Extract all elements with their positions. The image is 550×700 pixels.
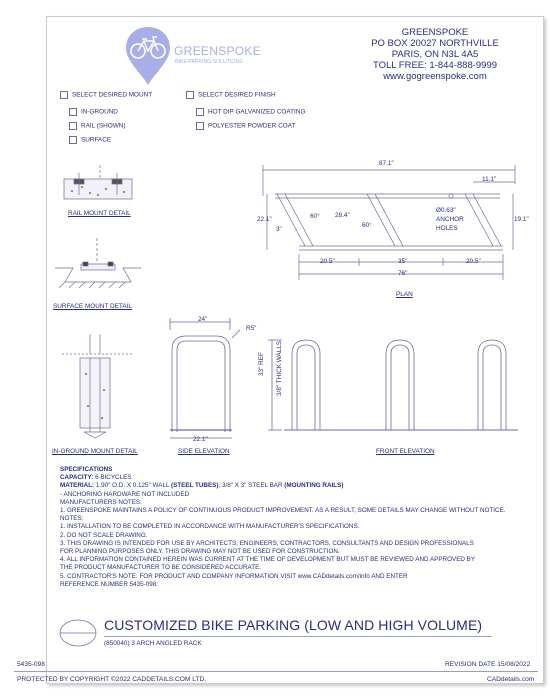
dim-overall-length: 87.1" (379, 160, 394, 167)
revision-date: REVISION DATE 15/08/2022 (445, 661, 531, 668)
spec-line: 1. GREENSPOKE MAINTAINS A POLICY OF CONTINUOUS PRODUCT IMPROVEMENT. AS A RESULT, SOME DETAILS MAY CHANGE WITHOUT NOTICE. (60, 507, 506, 515)
front-elevation-drawing (268, 330, 530, 440)
spec-line: MANUFACTURERS NOTES: (60, 498, 142, 506)
rail-mount-detail-label: RAIL MOUNT DETAIL (68, 210, 131, 217)
dim-angle-right: 60° (362, 222, 372, 229)
dim-holes-label: HOLES (436, 225, 458, 232)
mount-option-inground: IN-GROUND (69, 108, 118, 116)
spec-material: MATERIAL: 1.90" O.D. X 0.125" WALL (STEEL TUBES), 3/8" X 3" STEEL BAR (MOUNTING RAILS) (60, 482, 344, 490)
title-divider (104, 636, 492, 637)
inground-mount-detail-label: IN-GROUND MOUNT DETAIL (52, 448, 138, 455)
drawing-subtitle: (850040) 3 ARCH ANGLED RACK (104, 640, 202, 647)
dim-small: 3" (276, 226, 282, 233)
company-address-line2: PARIS, ON N3L 4A5 (391, 49, 479, 60)
finish-select-title: SELECT DESIRED FINISH (186, 91, 276, 99)
side-elevation-label: SIDE ELEVATION (178, 448, 230, 455)
copyright-notice: PROTECTED BY COPYRIGHT ©2022 CADDETAILS.COM LTD. (17, 676, 207, 683)
dim-height: 33" REF (258, 352, 265, 376)
dim-radius: R5" (246, 325, 257, 332)
title-block-circle-icon (58, 618, 98, 648)
spec-capacity: CAPACITY: 6 BICYCLES (60, 474, 132, 482)
company-website: www.gogreenspoke.com (383, 71, 487, 82)
front-elevation-label: FRONT ELEVATION (376, 448, 435, 455)
inground-checkbox[interactable] (69, 108, 77, 116)
mount-select-checkbox[interactable] (60, 91, 68, 99)
specifications-block (60, 466, 506, 589)
caddetails-link[interactable]: CADdetails.com (487, 676, 535, 683)
dim-total: 76" (398, 270, 408, 277)
spec-line: THE PRODUCT MANUFACTURER TO BE CONSIDERED ACCURATE. (60, 564, 262, 572)
spec-line: 1. INSTALLATION TO BE COMPLETED IN ACCORDANCE WITH MANUFACTURER'S SPECIFICATIONS. (60, 523, 360, 531)
reference-number: 5435-098 (17, 661, 45, 668)
spec-line: FOR PLANNING PURPOSES ONLY. THIS DRAWING MAY NOT BE USED FOR CONSTRUCTION. (60, 548, 340, 556)
spec-line: NOTES: (60, 515, 84, 523)
spec-heading: SPECIFICATIONS (60, 466, 113, 473)
finish-option-powder-coat: POLYESTER POWDER COAT (196, 122, 295, 130)
rail-mount-detail-drawing (60, 165, 140, 207)
spec-line: 5. CONTRACTOR'S NOTE: FOR PRODUCT AND COMPANY INFORMATION VISIT www.CADdetails.com/info AND ENTER (60, 572, 408, 580)
company-header (340, 27, 530, 82)
greenspoke-logo-icon (123, 25, 173, 87)
dim-anchor-label: ANCHOR (436, 216, 464, 223)
dim-hole-diameter: Ø0.63" (436, 207, 456, 214)
logo-tagline: BIKE PARKING SOLUTIONS (175, 59, 243, 65)
spec-line: - ANCHORING HARDWARE NOT INCLUDED (60, 490, 190, 498)
dim-depth-left: 22.1" (257, 216, 272, 223)
dim-segment-right: 20.5" (466, 258, 481, 265)
plan-label: PLAN (396, 291, 413, 298)
footer-divider (14, 671, 538, 672)
dim-angle-left: 60° (310, 213, 320, 220)
mount-option-rail: RAIL (SHOWN) (69, 122, 126, 130)
dim-segment-left: 20.5" (320, 258, 335, 265)
powder-coat-checkbox[interactable] (196, 122, 204, 130)
surface-checkbox[interactable] (69, 136, 77, 144)
finish-option-galvanized: HOT DIP GALVANIZED COATING (196, 108, 305, 116)
spec-line: 3. THIS DRAWING IS INTENDED FOR USE BY ARCHITECTS, ENGINEERS, CONTRACTORS, CONSULTANTS AND DESIGN PROFESSIONALS (60, 539, 474, 547)
dim-segment-middle: 35" (398, 258, 408, 265)
spec-line: 4. ALL INFORMATION CONTAINED HEREIN WAS CURRENT AT THE TIME OF DEVELOPMENT BUT MUST BE REVIEWED AND APPROVED BY (60, 556, 476, 564)
dim-width-right: 19.1" (514, 216, 529, 223)
side-elevation-drawing (162, 316, 252, 446)
dim-offset: 11.1" (482, 176, 497, 183)
surface-mount-detail-label: SURFACE MOUNT DETAIL (53, 303, 132, 310)
dim-side-top: 24" (198, 316, 208, 323)
galvanized-checkbox[interactable] (196, 108, 204, 116)
spec-line: REFERENCE NUMBER 5435-098. (60, 580, 158, 588)
company-phone: TOLL FREE: 1-844-888-9999 (372, 60, 498, 71)
mount-select-title: SELECT DESIRED MOUNT (60, 91, 152, 99)
inground-mount-detail-drawing (62, 334, 142, 444)
company-name: GREENSPOKE (401, 27, 469, 38)
spec-line: 2. DO NOT SCALE DRAWING. (60, 531, 148, 539)
finish-select-checkbox[interactable] (186, 91, 194, 99)
logo-wordmark: GREENSPOKE (174, 44, 262, 58)
drawing-title: CUSTOMIZED BIKE PARKING (LOW AND HIGH VOLUME) (104, 617, 483, 633)
company-address-line1: PO BOX 20027 NORTHVILLE (371, 38, 499, 49)
rail-checkbox[interactable] (69, 122, 77, 130)
surface-mount-detail-drawing (55, 238, 143, 290)
mount-option-surface: SURFACE (69, 136, 111, 144)
dim-wall-thickness: 3/8" THICK WALLS (276, 340, 283, 396)
dim-diagonal: 28.4" (335, 212, 350, 219)
dim-side-bottom: 22.1" (193, 436, 208, 443)
